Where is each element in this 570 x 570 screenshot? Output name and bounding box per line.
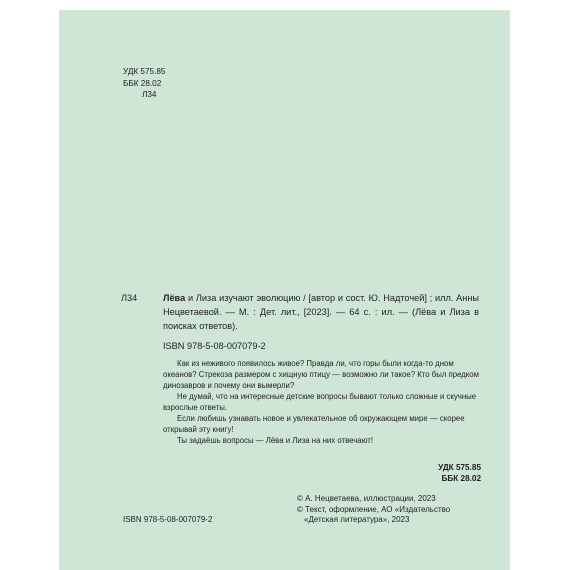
catalog-author-mark: Л34 xyxy=(121,293,138,303)
annotation-paragraph: Ты задаёшь вопросы — Лёва и Лиза на них отвечают! xyxy=(177,436,374,445)
bbk-code: ББК 28.02 xyxy=(123,78,162,88)
classification-block-top xyxy=(123,66,165,101)
book-title: Лёва xyxy=(163,293,186,303)
annotation-paragraph: Как из неживого появилось живое? Правда ли, что горы были когда-то дном океанов? Стрекоза размером с хищную птицу — возможно ли такое? Кто был предком динозавров и почему они вымерли? xyxy=(163,359,479,390)
bbk-code-bottom: ББК 28.02 xyxy=(441,474,481,483)
annotation xyxy=(163,358,479,446)
author-mark: Л34 xyxy=(142,90,157,99)
copyright-illustrations: © А. Нецветаева, иллюстрации, 2023 xyxy=(297,494,436,503)
description-text: и Лиза изучают эволюцию / [автор и сост. Ю. Надточей] ; илл. Анны Нецветаевой. — М. : Дет. лит., [2023]. — 64 с. : ил. — (Лёва и Лиза в поисках ответов). xyxy=(163,293,479,331)
annotation-paragraph: Не думай, что на интересные детские вопросы бывают только сложные и скучные взрослые ответы. xyxy=(163,392,477,412)
copyright-block xyxy=(297,494,450,526)
catalog-isbn: ISBN 978-5-08-007079-2 xyxy=(163,341,266,351)
classification-block-bottom xyxy=(438,462,481,484)
udk-code: УДК 575.85 xyxy=(123,67,166,76)
annotation-paragraph: Если любишь узнавать новое и увлекательное об окружающем мире — скорее открывай эту книгу! xyxy=(163,414,465,434)
imprint-page xyxy=(59,10,510,570)
isbn-bottom: ISBN 978-5-08-007079-2 xyxy=(123,515,213,524)
udk-code-bottom: УДК 575.85 xyxy=(438,463,481,472)
copyright-publisher: «Детская литература», 2023 xyxy=(304,515,410,525)
copyright-text: © Текст, оформление, АО «Издательство xyxy=(297,504,451,514)
bibliographic-description xyxy=(163,292,479,333)
